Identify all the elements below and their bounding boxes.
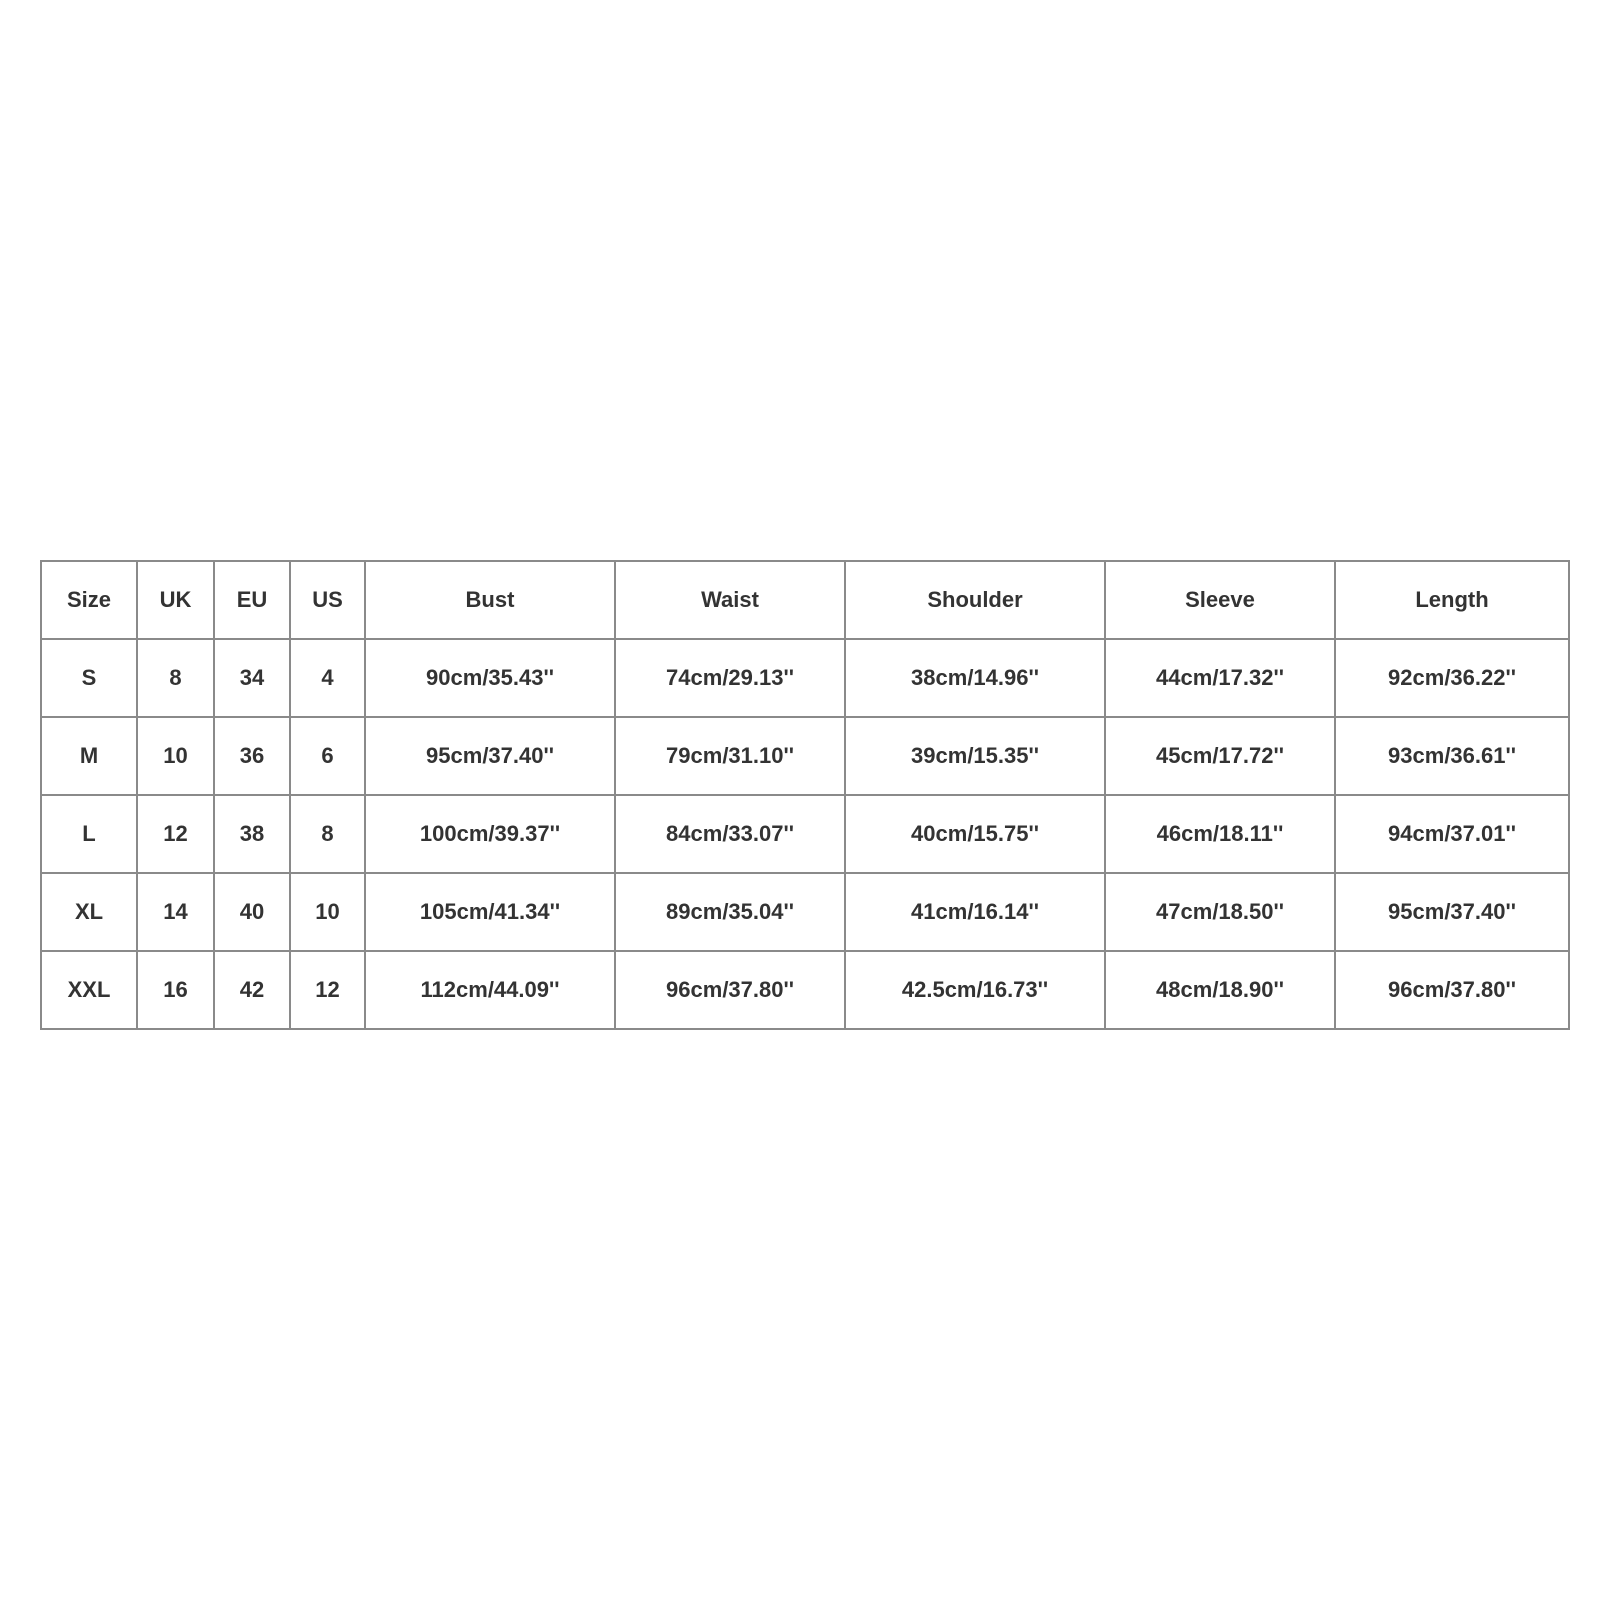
uk-cell: 8 xyxy=(137,639,214,717)
us-cell: 10 xyxy=(290,873,365,951)
uk-cell: 12 xyxy=(137,795,214,873)
table-row xyxy=(41,639,1569,717)
bust-cell: 90cm/35.43'' xyxy=(365,639,615,717)
waist-cell: 74cm/29.13'' xyxy=(615,639,845,717)
eu-cell: 36 xyxy=(214,717,290,795)
eu-cell: 34 xyxy=(214,639,290,717)
shoulder-cell: 40cm/15.75'' xyxy=(845,795,1105,873)
eu-cell: 42 xyxy=(214,951,290,1029)
header-sleeve: Sleeve xyxy=(1105,561,1335,639)
size-cell: S xyxy=(41,639,137,717)
header-eu: EU xyxy=(214,561,290,639)
header-shoulder: Shoulder xyxy=(845,561,1105,639)
header-us: US xyxy=(290,561,365,639)
eu-cell: 40 xyxy=(214,873,290,951)
size-cell: L xyxy=(41,795,137,873)
length-cell: 92cm/36.22'' xyxy=(1335,639,1569,717)
header-bust: Bust xyxy=(365,561,615,639)
waist-cell: 89cm/35.04'' xyxy=(615,873,845,951)
us-cell: 4 xyxy=(290,639,365,717)
shoulder-cell: 38cm/14.96'' xyxy=(845,639,1105,717)
eu-cell: 38 xyxy=(214,795,290,873)
waist-cell: 96cm/37.80'' xyxy=(615,951,845,1029)
table-row xyxy=(41,717,1569,795)
bust-cell: 100cm/39.37'' xyxy=(365,795,615,873)
table-row xyxy=(41,795,1569,873)
us-cell: 12 xyxy=(290,951,365,1029)
header-size: Size xyxy=(41,561,137,639)
uk-cell: 16 xyxy=(137,951,214,1029)
header-uk: UK xyxy=(137,561,214,639)
shoulder-cell: 39cm/15.35'' xyxy=(845,717,1105,795)
length-cell: 93cm/36.61'' xyxy=(1335,717,1569,795)
uk-cell: 14 xyxy=(137,873,214,951)
table-row xyxy=(41,873,1569,951)
size-chart-table xyxy=(40,560,1570,1030)
uk-cell: 10 xyxy=(137,717,214,795)
us-cell: 6 xyxy=(290,717,365,795)
sleeve-cell: 44cm/17.32'' xyxy=(1105,639,1335,717)
size-cell: XXL xyxy=(41,951,137,1029)
header-length: Length xyxy=(1335,561,1569,639)
length-cell: 94cm/37.01'' xyxy=(1335,795,1569,873)
size-cell: M xyxy=(41,717,137,795)
length-cell: 96cm/37.80'' xyxy=(1335,951,1569,1029)
sleeve-cell: 45cm/17.72'' xyxy=(1105,717,1335,795)
bust-cell: 95cm/37.40'' xyxy=(365,717,615,795)
sleeve-cell: 46cm/18.11'' xyxy=(1105,795,1335,873)
shoulder-cell: 41cm/16.14'' xyxy=(845,873,1105,951)
table-row xyxy=(41,951,1569,1029)
size-cell: XL xyxy=(41,873,137,951)
sleeve-cell: 48cm/18.90'' xyxy=(1105,951,1335,1029)
waist-cell: 79cm/31.10'' xyxy=(615,717,845,795)
sleeve-cell: 47cm/18.50'' xyxy=(1105,873,1335,951)
length-cell: 95cm/37.40'' xyxy=(1335,873,1569,951)
header-row xyxy=(41,561,1569,639)
waist-cell: 84cm/33.07'' xyxy=(615,795,845,873)
bust-cell: 112cm/44.09'' xyxy=(365,951,615,1029)
shoulder-cell: 42.5cm/16.73'' xyxy=(845,951,1105,1029)
us-cell: 8 xyxy=(290,795,365,873)
bust-cell: 105cm/41.34'' xyxy=(365,873,615,951)
header-waist: Waist xyxy=(615,561,845,639)
